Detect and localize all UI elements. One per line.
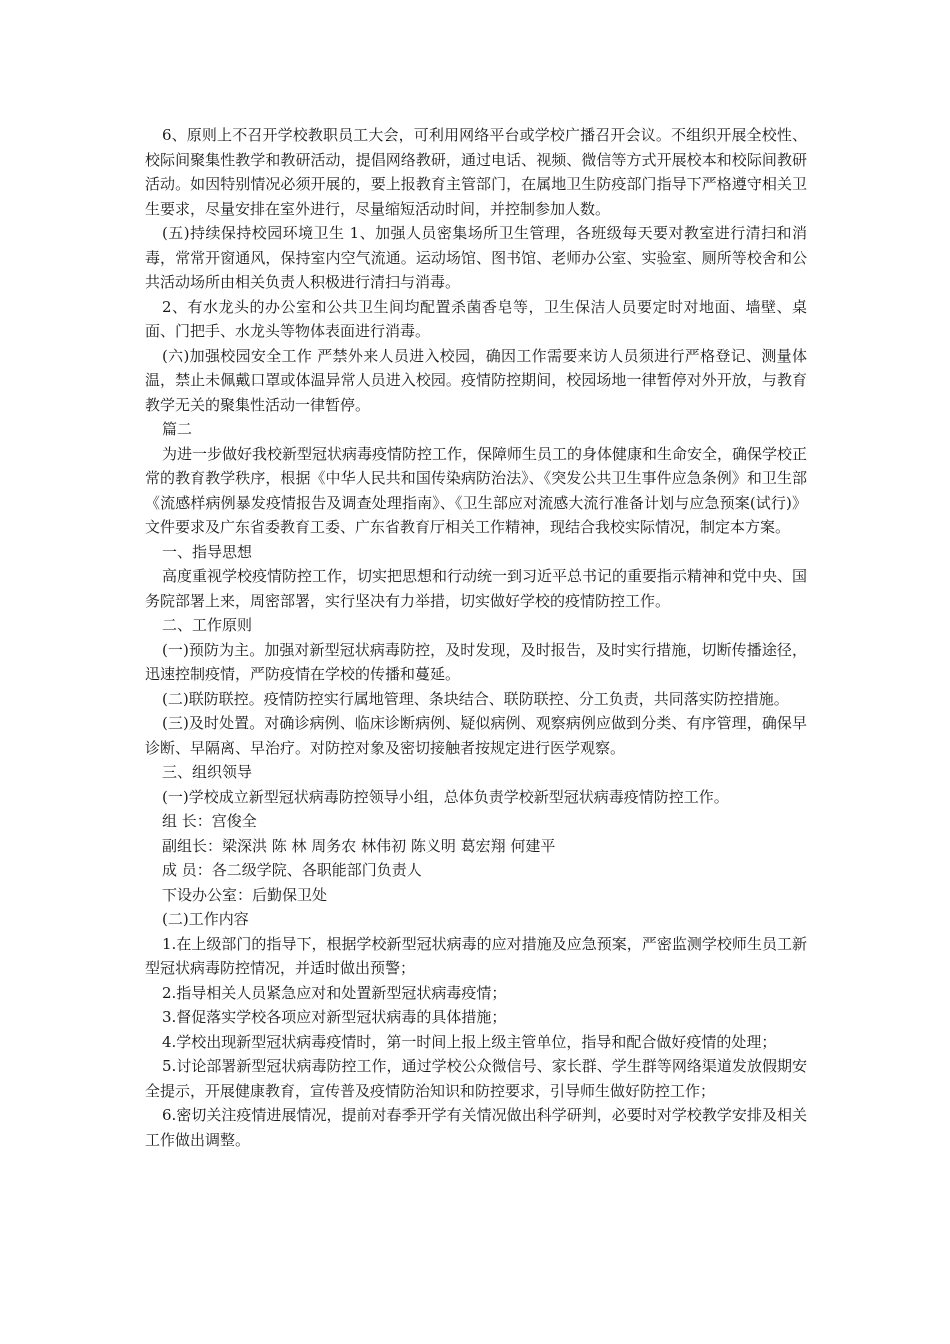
- section-heading: (二)工作内容: [162, 910, 249, 928]
- paragraph: (五)持续保持校园环境卫生 1、加强人员密集场所卫生管理，各班级每天要对教室进行清扫和消毒，常常开窗通风，保持室内空气流通。运动场馆、图书馆、老师办公室、实验室、厕所等校舍和公共活动场所由相关负责人积极进行清扫与消毒。: [145, 224, 807, 291]
- paragraph: (一)学校成立新型冠状病毒防控领导小组，总体负责学校新型冠状病毒疫情防控工作。: [162, 787, 729, 806]
- list-item: 1.在上级部门的指导下，根据学校新型冠状病毒的应对措施及应急预案，严密监测学校师生员工新型冠状病毒防控情况，并适时做出预警；: [145, 934, 807, 977]
- paragraph: 副组长：梁深洪 陈 林 周务农 林伟初 陈义明 葛宏翔 何建平: [162, 836, 556, 855]
- paragraph: 成 员：各二级学院、各职能部门负责人: [162, 861, 422, 879]
- paragraph: 6、原则上不召开学校教职员工大会，可利用网络平台或学校广播召开会议。不组织开展全校性、校际间聚集性教学和教研活动，提倡网络教研，通过电话、视频、微信等方式开展校本和校际间教研活动。如因特别情况必须开展的，要上报教育主管部门，在属地卫生防疫部门指导下严格遵守相关卫生要求，尽量安排在室外进行，尽量缩短活动时间，并控制参加人数。: [145, 126, 807, 218]
- section-heading: 一、指导思想: [162, 542, 253, 561]
- section-heading: 三、组织领导: [162, 763, 253, 781]
- list-item: 3.督促落实学校各项应对新型冠状病毒的具体措施；: [162, 1008, 507, 1026]
- paragraph: (一)预防为主。加强对新型冠状病毒防控，及时发现，及时报告，及时实行措施，切断传播途径，迅速控制疫情，严防疫情在学校的传播和蔓延。: [145, 640, 807, 683]
- paragraph: 下设办公室：后勤保卫处: [162, 885, 328, 904]
- paragraph: (三)及时处置。对确诊病例、临床诊断病例、疑似病例、观察病例应做到分类、有序管理，确保早诊断、早隔离、早治疗。对防控对象及密切接触者按规定进行医学观察。: [145, 714, 807, 757]
- paragraph: (二)联防联控。疫情防控实行属地管理、条块结合、联防联控、分工负责，共同落实防控措施。: [162, 689, 789, 708]
- paragraph: 为进一步做好我校新型冠状病毒疫情防控工作，保障师生员工的身体健康和生命安全，确保学校正常的教育教学秩序，根据《中华人民共和国传染病防治法》、《突发公共卫生事件应急条例》和卫生部《流感样病例暴发疫情报告及调查处理指南》、《卫生部应对流感大流行准备计划与应急预案(试行)》文件要求及广东省委教育工委、广东省教育厅相关工作精神，现结合我校实际情况，制定本方案。: [145, 444, 808, 536]
- section-heading: 篇二: [162, 420, 193, 438]
- paragraph: 高度重视学校疫情防控工作，切实把思想和行动统一到习近平总书记的重要指示精神和党中央、国务院部署上来，周密部署，实行坚决有力举措，切实做好学校的疫情防控工作。: [145, 567, 808, 610]
- list-item: 4.学校出现新型冠状病毒疫情时，第一时间上报上级主管单位，指导和配合做好疫情的处理；: [162, 1032, 777, 1051]
- paragraph: 组 长：宫俊全: [162, 812, 257, 830]
- paragraph: (六)加强校园安全工作 严禁外来人员进入校园，确因工作需要来访人员须进行严格登记、测量体温，禁止未佩戴口罩或体温异常人员进入校园。疫情防控期间，校园场地一律暂停对外开放，与教育教学无关的聚集性活动一律暂停。: [145, 346, 807, 414]
- section-heading: 二、工作原则: [162, 616, 253, 634]
- document-body: [145, 123, 807, 1152]
- list-item: 2.指导相关人员紧急应对和处置新型冠状病毒疫情；: [162, 983, 507, 1002]
- list-item: 6.密切关注疫情进展情况，提前对春季开学有关情况做出科学研判，必要时对学校教学安排及相关工作做出调整。: [145, 1106, 807, 1149]
- list-item: 5.讨论部署新型冠状病毒防控工作，通过学校公众微信号、家长群、学生群等网络渠道发放假期安全提示，开展健康教育，宣传普及疫情防治知识和防控要求，引导师生做好防控工作；: [145, 1057, 807, 1100]
- paragraph: 2、有水龙头的办公室和公共卫生间均配置杀菌香皂等，卫生保洁人员要定时对地面、墙壁、桌面、门把手、水龙头等物体表面进行消毒。: [145, 297, 807, 340]
